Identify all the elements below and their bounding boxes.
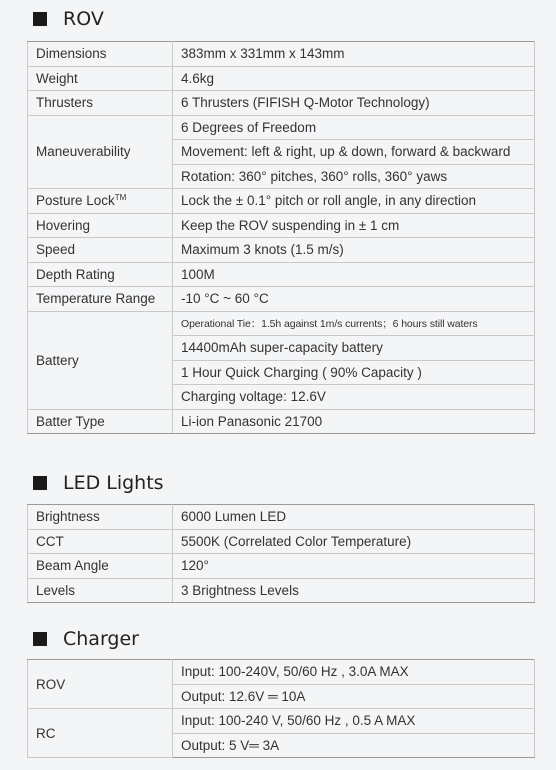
table-row (28, 529, 535, 554)
row-value: 6000 Lumen LED (173, 505, 535, 530)
row-label: Hovering (28, 213, 173, 238)
row-value: Input: 100-240 V, 50/60 Hz , 0.5 A MAX (173, 709, 535, 734)
table-row (28, 578, 535, 603)
table-row (28, 213, 535, 238)
row-label: Beam Angle (28, 554, 173, 579)
table-row (28, 189, 535, 214)
section-title-charger (33, 628, 139, 650)
row-label: Batter Type (28, 409, 173, 434)
rov-spec-table (27, 41, 535, 434)
row-value: 5500K (Correlated Color Temperature) (173, 529, 535, 554)
square-bullet-icon (33, 12, 47, 26)
row-value: Keep the ROV suspending in ± 1 cm (173, 213, 535, 238)
row-label: CCT (28, 529, 173, 554)
row-label: ROV (28, 660, 173, 709)
row-value: 1 Hour Quick Charging ( 90% Capacity ) (173, 360, 535, 385)
row-label: Battery (28, 311, 173, 409)
table-row (28, 115, 535, 140)
row-value: 100M (173, 262, 535, 287)
table-row (28, 42, 535, 67)
row-value: Li-ion Panasonic 21700 (173, 409, 535, 434)
table-row (28, 311, 535, 336)
row-value: 6 Degrees of Freedom (173, 115, 535, 140)
table-row (28, 709, 535, 734)
table-row (28, 91, 535, 116)
trademark-mark: TM (114, 193, 127, 203)
table-row (28, 554, 535, 579)
row-value: Output: 5 V═ 3A (173, 733, 535, 758)
row-label: Thrusters (28, 91, 173, 116)
section-title-text: Charger (63, 628, 139, 650)
table-row (28, 66, 535, 91)
table-row (28, 238, 535, 263)
row-value: 14400mAh super-capacity battery (173, 336, 535, 361)
row-label: Depth Rating (28, 262, 173, 287)
table-row (28, 660, 535, 685)
row-label: Brightness (28, 505, 173, 530)
table-row (28, 262, 535, 287)
row-value: 383mm x 331mm x 143mm (173, 42, 535, 67)
row-label: RC (28, 709, 173, 758)
section-title-text: ROV (63, 8, 104, 30)
table-row (28, 505, 535, 530)
row-value: 4.6kg (173, 66, 535, 91)
row-label: Maneuverability (28, 115, 173, 189)
row-label: Posture Lock (36, 193, 115, 209)
row-value: 3 Brightness Levels (173, 578, 535, 603)
row-value: Movement: left & right, up & down, forward & backward (173, 140, 535, 165)
square-bullet-icon (33, 476, 47, 490)
row-label: Levels (28, 578, 173, 603)
row-label: Speed (28, 238, 173, 263)
section-title-rov (33, 8, 104, 30)
section-title-text: LED Lights (63, 472, 164, 494)
row-value: Maximum 3 knots (1.5 m/s) (173, 238, 535, 263)
row-value: Output: 12.6V ═ 10A (173, 684, 535, 709)
section-title-led (33, 472, 164, 494)
row-value: Operational Tie：1.5h against 1m/s currents；6 hours still waters (173, 311, 535, 336)
row-value: 120° (173, 554, 535, 579)
square-bullet-icon (33, 632, 47, 646)
row-value: Charging voltage: 12.6V (173, 385, 535, 410)
row-value: Lock the ± 0.1° pitch or roll angle, in any direction (173, 189, 535, 214)
row-value: -10 °C ~ 60 °C (173, 287, 535, 312)
charger-spec-table (27, 659, 535, 758)
row-label: Temperature Range (28, 287, 173, 312)
row-value: Rotation: 360° pitches, 360° rolls, 360° yaws (173, 164, 535, 189)
row-label: Dimensions (28, 42, 173, 67)
table-row (28, 287, 535, 312)
row-value: Input: 100-240V, 50/60 Hz , 3.0A MAX (173, 660, 535, 685)
row-value: 6 Thrusters (FIFISH Q-Motor Technology) (173, 91, 535, 116)
led-spec-table (27, 504, 535, 603)
row-label-posture-lock (28, 189, 173, 214)
row-label: Weight (28, 66, 173, 91)
table-row (28, 409, 535, 434)
